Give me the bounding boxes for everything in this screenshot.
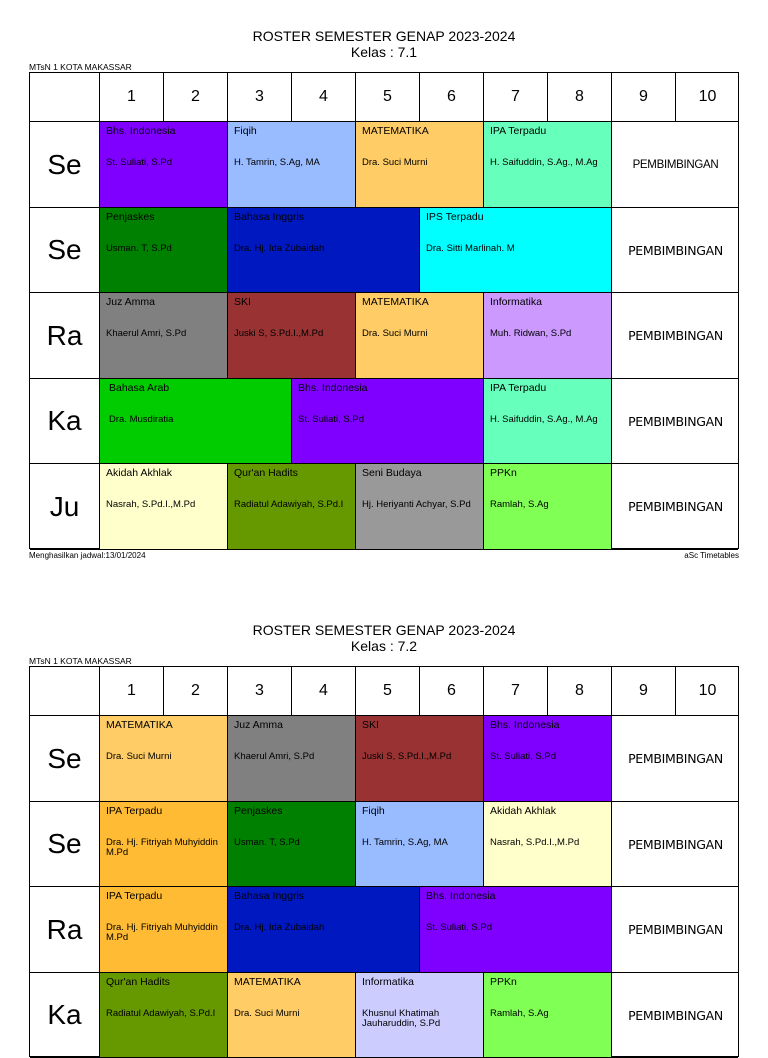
guidance-block: PEMBIMBINGAN xyxy=(612,802,739,888)
lesson-block xyxy=(484,716,612,802)
lesson-block xyxy=(356,802,484,888)
lesson-subject: Bhs. Indonesia xyxy=(426,891,495,902)
lesson-subject: Akidah Akhlak xyxy=(490,806,556,817)
lesson-block xyxy=(356,293,484,379)
row-divider xyxy=(30,549,738,550)
guidance-block: PEMBIMBINGAN xyxy=(612,973,739,1058)
lesson-teacher: Usman. T, S.Pd xyxy=(106,244,223,254)
day-label: Ju xyxy=(30,464,100,550)
lesson-teacher: H. Saifuddin, S.Ag., M.Ag xyxy=(490,158,607,168)
school-name: MTsN 1 KOTA MAKASSAR xyxy=(29,62,132,72)
lesson-block xyxy=(356,973,484,1058)
period-header-7: 7 xyxy=(484,73,548,121)
lesson-teacher: Dra. Musdiratia xyxy=(109,415,287,425)
school-name: MTsN 1 KOTA MAKASSAR xyxy=(29,656,132,666)
lesson-teacher: Usman. T, S.Pd xyxy=(234,838,351,848)
lesson-block xyxy=(484,973,612,1058)
lesson-teacher: St. Suliati, S.Pd xyxy=(426,923,607,933)
period-header-1: 1 xyxy=(100,667,164,715)
lesson-subject: Fiqih xyxy=(234,126,257,137)
lesson-subject: MATEMATIKA xyxy=(106,720,173,731)
day-label: Se xyxy=(30,716,100,802)
guidance-block: PEMBIMBINGAN xyxy=(612,379,739,465)
lesson-block xyxy=(228,208,420,294)
lesson-teacher: Radiatul Adawiyah, S.Pd.I xyxy=(234,500,351,510)
lesson-teacher: St. Suliati, S.Pd xyxy=(298,415,479,425)
lesson-subject: Qur'an Hadits xyxy=(106,977,170,988)
lesson-subject: Penjaskes xyxy=(106,212,154,223)
lesson-block xyxy=(484,379,612,465)
header-corner xyxy=(30,73,100,121)
lesson-teacher: Khaerul Amri, S.Pd xyxy=(234,752,351,762)
lesson-subject: Juz Amma xyxy=(234,720,283,731)
lesson-block xyxy=(484,293,612,379)
lesson-subject: Informatika xyxy=(362,977,414,988)
lesson-teacher: Radiatul Adawiyah, S.Pd.I xyxy=(106,1009,223,1019)
lesson-block xyxy=(484,122,612,208)
lesson-block xyxy=(100,716,228,802)
day-label: Ka xyxy=(30,973,100,1058)
lesson-subject: Bhs. Indonesia xyxy=(298,383,367,394)
lesson-block xyxy=(100,293,228,379)
lesson-subject: PPKn xyxy=(490,977,517,988)
period-header-1: 1 xyxy=(100,73,164,121)
period-header-7: 7 xyxy=(484,667,548,715)
guidance-block: PEMBIMBINGAN xyxy=(612,887,739,973)
lesson-block xyxy=(228,973,356,1058)
lesson-teacher: Dra. Suci Murni xyxy=(362,158,479,168)
lesson-subject: Akidah Akhlak xyxy=(106,468,172,479)
footer-software: aSc Timetables xyxy=(684,551,739,560)
lesson-subject: Bahasa Arab xyxy=(109,383,169,394)
lesson-block xyxy=(100,208,228,294)
period-header-3: 3 xyxy=(228,73,292,121)
lesson-subject: SKI xyxy=(362,720,379,731)
lesson-subject: Qur'an Hadits xyxy=(234,468,298,479)
lesson-subject: Penjaskes xyxy=(234,806,282,817)
day-label: Ra xyxy=(30,887,100,973)
period-header-10: 10 xyxy=(676,667,739,715)
period-header-2: 2 xyxy=(164,667,228,715)
lesson-teacher: Juski S, S.Pd.I.,M.Pd xyxy=(234,329,351,339)
period-header-4: 4 xyxy=(292,73,356,121)
lesson-block xyxy=(356,716,484,802)
lesson-subject: IPA Terpadu xyxy=(490,383,546,394)
day-label: Se xyxy=(30,802,100,888)
lesson-teacher: Juski S, S.Pd.I.,M.Pd xyxy=(362,752,479,762)
lesson-block xyxy=(100,802,228,888)
guidance-block: PEMBIMBINGAN xyxy=(612,122,739,208)
period-header-9: 9 xyxy=(612,73,676,121)
period-header-6: 6 xyxy=(420,667,484,715)
period-header-6: 6 xyxy=(420,73,484,121)
roster-title: ROSTER SEMESTER GENAP 2023-2024 xyxy=(0,28,768,44)
lesson-block xyxy=(228,887,420,973)
lesson-subject: Bahasa Inggris xyxy=(234,891,304,902)
period-header-3: 3 xyxy=(228,667,292,715)
lesson-block xyxy=(100,464,228,550)
timetable-grid xyxy=(29,666,739,1057)
class-label: Kelas : 7.2 xyxy=(0,638,768,654)
lesson-subject: MATEMATIKA xyxy=(362,297,429,308)
lesson-teacher: Ramlah, S.Ag xyxy=(490,500,607,510)
guidance-block: PEMBIMBINGAN xyxy=(612,208,739,294)
lesson-teacher: Nasrah, S.Pd.I.,M.Pd xyxy=(490,838,607,848)
lesson-subject: SKI xyxy=(234,297,251,308)
period-header-5: 5 xyxy=(356,73,420,121)
lesson-block xyxy=(228,122,356,208)
lesson-block xyxy=(420,887,612,973)
lesson-subject: MATEMATIKA xyxy=(234,977,301,988)
lesson-teacher: Nasrah, S.Pd.I.,M.Pd xyxy=(106,500,223,510)
lesson-teacher: St. Suliati, S.Pd xyxy=(106,158,223,168)
lesson-teacher: H. Saifuddin, S.Ag., M.Ag xyxy=(490,415,607,425)
period-header-10: 10 xyxy=(676,73,739,121)
roster-title: ROSTER SEMESTER GENAP 2023-2024 xyxy=(0,622,768,638)
lesson-subject: Bhs. Indonesia xyxy=(106,126,175,137)
lesson-block xyxy=(228,293,356,379)
lesson-subject: Fiqih xyxy=(362,806,385,817)
lesson-teacher: H. Tamrin, S.Ag, MA xyxy=(234,158,351,168)
lesson-block xyxy=(100,379,292,465)
lesson-teacher: Dra. Suci Murni xyxy=(234,1009,351,1019)
period-header-5: 5 xyxy=(356,667,420,715)
lesson-subject: PPKn xyxy=(490,468,517,479)
day-label: Se xyxy=(30,208,100,294)
lesson-subject: IPA Terpadu xyxy=(490,126,546,137)
day-label: Se xyxy=(30,122,100,208)
period-header-8: 8 xyxy=(548,667,612,715)
lesson-teacher: Khusnul Khatimah Jauharuddin, S.Pd xyxy=(362,1009,479,1029)
lesson-subject: Seni Budaya xyxy=(362,468,422,479)
class-label: Kelas : 7.1 xyxy=(0,44,768,60)
guidance-block: PEMBIMBINGAN xyxy=(612,293,739,379)
lesson-block xyxy=(228,802,356,888)
lesson-teacher: Muh. Ridwan, S.Pd xyxy=(490,329,607,339)
header-corner xyxy=(30,667,100,715)
lesson-subject: Bhs. Indonesia xyxy=(490,720,559,731)
guidance-block: PEMBIMBINGAN xyxy=(612,464,739,550)
lesson-teacher: Hj. Heriyanti Achyar, S.Pd xyxy=(362,500,479,510)
lesson-teacher: Dra. Hj. Fitriyah Muhyiddin M.Pd xyxy=(106,838,223,858)
lesson-block xyxy=(100,973,228,1058)
lesson-subject: IPA Terpadu xyxy=(106,806,162,817)
lesson-subject: MATEMATIKA xyxy=(362,126,429,137)
lesson-teacher: Dra. Suci Murni xyxy=(106,752,223,762)
lesson-block xyxy=(356,464,484,550)
day-label: Ra xyxy=(30,293,100,379)
lesson-teacher: Dra. Hj. Ida Zubaidah xyxy=(234,923,415,933)
lesson-subject: IPA Terpadu xyxy=(106,891,162,902)
lesson-teacher: Dra. Hj. Ida Zubaidah xyxy=(234,244,415,254)
period-header-2: 2 xyxy=(164,73,228,121)
lesson-block xyxy=(420,208,612,294)
footer-generated: Menghasilkan jadwal:13/01/2024 xyxy=(29,551,146,560)
lesson-subject: Bahasa Inggris xyxy=(234,212,304,223)
period-header-4: 4 xyxy=(292,667,356,715)
lesson-teacher: H. Tamrin, S.Ag, MA xyxy=(362,838,479,848)
day-label: Ka xyxy=(30,379,100,465)
lesson-teacher: St. Suliati, S.Pd xyxy=(490,752,607,762)
lesson-subject: Juz Amma xyxy=(106,297,155,308)
lesson-block xyxy=(100,122,228,208)
lesson-block xyxy=(228,716,356,802)
lesson-block xyxy=(484,464,612,550)
lesson-subject: IPS Terpadu xyxy=(426,212,484,223)
lesson-teacher: Dra. Hj. Fitriyah Muhyiddin M.Pd xyxy=(106,923,223,943)
lesson-block xyxy=(292,379,484,465)
lesson-block xyxy=(356,122,484,208)
lesson-teacher: Dra. Sitti Marlinah. M xyxy=(426,244,607,254)
timetable-grid xyxy=(29,72,739,549)
lesson-block xyxy=(100,887,228,973)
lesson-teacher: Dra. Suci Murni xyxy=(362,329,479,339)
lesson-teacher: Ramlah, S.Ag xyxy=(490,1009,607,1019)
lesson-teacher: Khaerul Amri, S.Pd xyxy=(106,329,223,339)
lesson-block xyxy=(228,464,356,550)
guidance-block: PEMBIMBINGAN xyxy=(612,716,739,802)
lesson-subject: Informatika xyxy=(490,297,542,308)
lesson-block xyxy=(484,802,612,888)
period-header-9: 9 xyxy=(612,667,676,715)
period-header-8: 8 xyxy=(548,73,612,121)
